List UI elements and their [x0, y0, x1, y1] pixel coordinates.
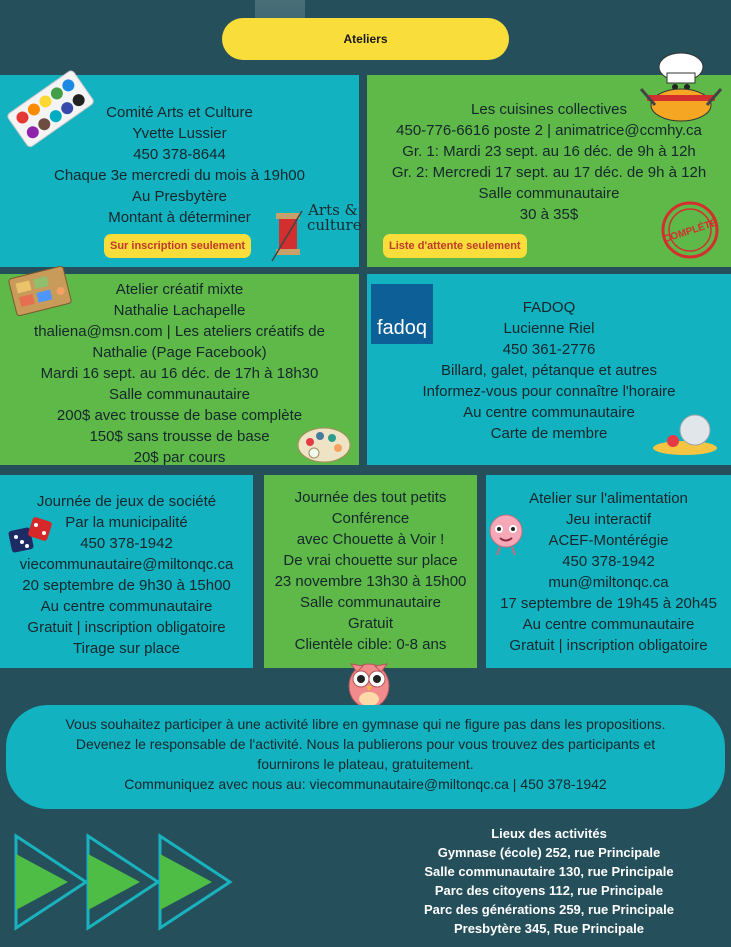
fadoq-line-3: 450 361-2776: [502, 341, 596, 358]
petits-line-3: avec Chouette à Voir !: [296, 531, 445, 548]
activity-locations: [399, 824, 699, 938]
arts-line-5: Au Presbytère: [131, 188, 228, 205]
cuisines-line-2: 450-776-6616 poste 2 | animatrice@ccmhy.ca: [396, 122, 702, 139]
gym-activity-callout: [6, 705, 725, 809]
craft-palette-icon: [296, 422, 352, 464]
card-fadoq: [367, 274, 731, 465]
jeux-line-7: Gratuit | inscription obligatoire: [27, 619, 226, 636]
places-line-1: Gymnase (école) 252, rue Principale: [437, 845, 661, 860]
fadoq-line-1: FADOQ: [522, 299, 576, 316]
stamp-text: COMPLÉTÉ: [662, 217, 719, 246]
creatif-line-6: Salle communautaire: [109, 386, 250, 403]
petits-line-4: De vrai chouette sur place: [283, 552, 458, 569]
alim-line-4: 450 378-1942: [562, 553, 655, 570]
jeux-line-4: viecommunautaire@miltonqc.ca: [19, 556, 234, 573]
cuisines-line-4: Gr. 2: Mercredi 17 sept. au 17 déc. de 9h à 12h: [391, 164, 707, 181]
owl-icon: [342, 652, 396, 710]
jeux-line-6: Au centre communautaire: [40, 598, 213, 615]
card-jeux-societe: [0, 475, 253, 668]
creatif-line-4: Nathalie (Page Facebook): [92, 344, 267, 361]
callout-line-4: Communiquez avec nous au: viecommunautaire@miltonqc.ca | 450 378-1942: [124, 776, 607, 792]
jeux-line-1: Journée de jeux de société: [36, 493, 217, 510]
creatif-line-7: 200$ avec trousse de base complète: [56, 407, 303, 424]
cuisines-line-6: 30 à 35$: [519, 206, 579, 223]
fadoq-line-5: Informez-vous pour connaître l'horaire: [422, 383, 676, 400]
cuisines-line-5: Salle communautaire: [478, 185, 620, 202]
fadoq-line-6: Au centre communautaire: [463, 404, 635, 421]
petits-line-7: Gratuit: [347, 615, 393, 632]
jeux-line-8: Tirage sur place: [73, 640, 180, 657]
callout-line-2: Devenez le responsable de l'activité. Nous la publierons pour vous trouvez des participants et: [75, 736, 656, 752]
fadoq-logo: fadoq: [371, 284, 433, 344]
petits-line-8: Clientèle cible: 0-8 ans: [294, 636, 447, 653]
creatif-line-8: 150$ sans trousse de base: [89, 428, 270, 445]
registration-badge: Sur inscription seulement: [104, 234, 251, 258]
petanque-ball-icon: [651, 410, 721, 456]
cuisines-line-1: Les cuisines collectives: [471, 101, 627, 118]
card-cuisines-collectives: [367, 75, 731, 267]
petits-line-6: Salle communautaire: [300, 594, 441, 611]
card-tout-petits: [264, 475, 477, 668]
places-line-3: Parc des citoyens 112, rue Principale: [434, 883, 664, 898]
alim-line-3: ACEF-Montérégie: [548, 532, 669, 549]
fadoq-line-7: Carte de membre: [490, 425, 608, 442]
arts-logo-line-1: Arts &: [308, 201, 358, 219]
card-alimentation: [486, 475, 731, 668]
callout-line-3: fournirons le plateau, gratuitement.: [257, 756, 474, 772]
petits-line-2: Conférence: [331, 510, 410, 527]
complete-stamp-icon: [659, 199, 721, 261]
arts-line-3: 450 378-8644: [133, 146, 226, 163]
fadoq-line-4: Billard, galet, pétanque et autres: [441, 362, 657, 379]
alim-line-1: Atelier sur l'alimentation: [529, 490, 688, 507]
arts-line-4: Chaque 3e mercredi du mois à 19h00: [54, 167, 305, 184]
jeux-line-2: Par la municipalité: [65, 514, 188, 531]
places-line-2: Salle communautaire 130, rue Principale: [424, 864, 674, 879]
petits-line-5: 23 novembre 13h30 à 15h00: [274, 573, 467, 590]
alim-line-5: mun@miltonqc.ca: [548, 574, 669, 591]
fadoq-line-2: Lucienne Riel: [503, 320, 595, 337]
alim-line-7: Au centre communautaire: [522, 616, 695, 633]
cuisines-line-3: Gr. 1: Mardi 23 sept. au 16 déc. de 9h à 12h: [402, 143, 696, 160]
arts-culture-logo: [307, 201, 362, 234]
card-arts-culture: [0, 75, 362, 267]
petits-line-1: Journée des tout petits: [294, 489, 447, 506]
chevron-arrows-decoration: [8, 826, 248, 938]
page-title: Ateliers: [222, 18, 509, 60]
alim-line-6: 17 septembre de 19h45 à 20h45: [500, 595, 717, 612]
card-atelier-creatif: [0, 274, 359, 465]
arts-line-6: Montant à déterminer: [108, 209, 251, 226]
places-heading: Lieux des activités: [491, 826, 607, 841]
arts-line-1: Comité Arts et Culture: [106, 104, 253, 121]
creatif-line-1: Atelier créatif mixte: [115, 281, 244, 298]
callout-line-1: Vous souhaitez participer à une activité libre en gymnase qui ne figure pas dans les propositions.: [65, 716, 666, 732]
thread-spool-icon: [268, 207, 308, 263]
alim-line-8: Gratuit | inscription obligatoire: [509, 637, 708, 654]
places-line-5: Presbytère 345, Rue Principale: [453, 921, 645, 936]
jeux-line-3: 450 378-1942: [80, 535, 173, 552]
places-line-4: Parc des générations 259, rue Principale: [423, 902, 674, 917]
creatif-line-2: Nathalie Lachapelle: [113, 302, 246, 319]
alim-line-2: Jeu interactif: [565, 511, 652, 528]
arts-logo-line-2: culture: [307, 216, 362, 234]
arts-line-2: Yvette Lussier: [132, 125, 227, 142]
creatif-line-3: thaliena@msn.com | Les ateliers créatifs de: [34, 323, 325, 340]
creatif-line-9: 20$ par cours: [133, 449, 226, 466]
jeux-line-5: 20 septembre de 9h30 à 15h00: [22, 577, 231, 594]
waitlist-badge: Liste d'attente seulement: [383, 234, 527, 258]
creatif-line-5: Mardi 16 sept. au 16 déc. de 17h à 18h30: [40, 365, 319, 382]
